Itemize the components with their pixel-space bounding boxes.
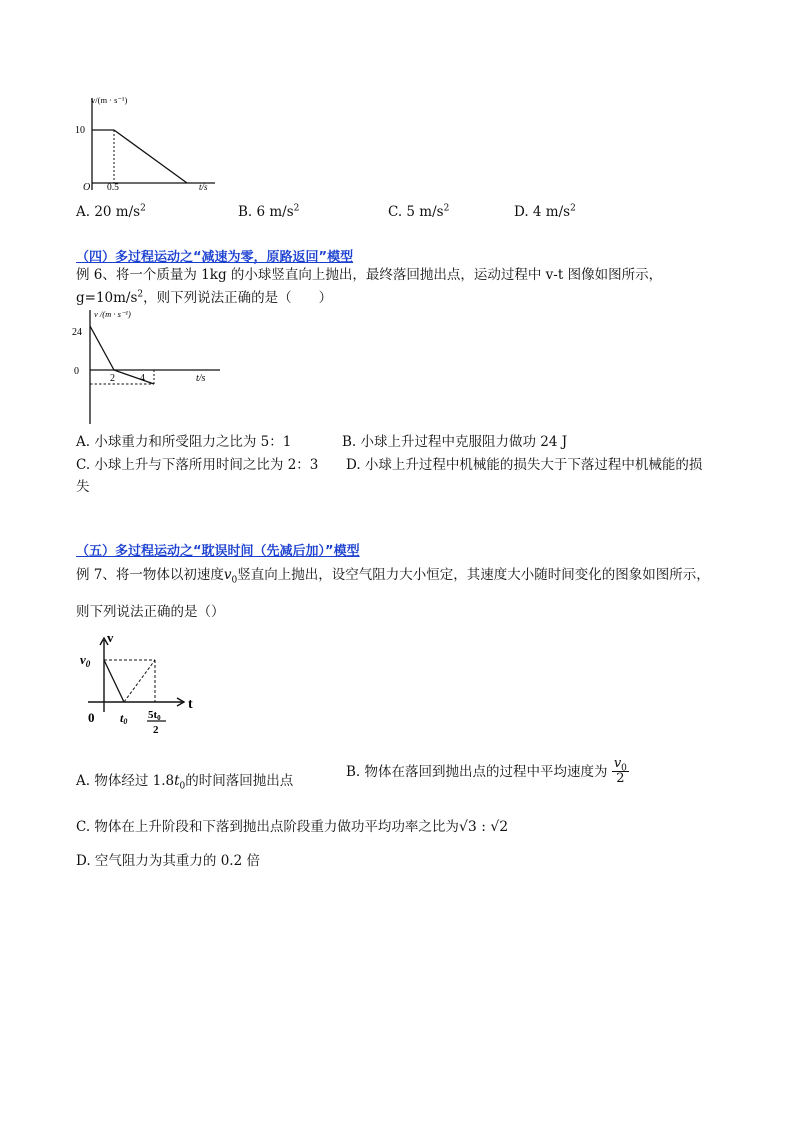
graph-3-frac-num: 5t0 [148, 709, 161, 722]
graph-2-x-tick-4: 4 [140, 373, 145, 384]
graph-1-y-label: v/(m · s⁻¹) [91, 95, 128, 105]
q5-option-b: B. 6 $m/s^2$ [238, 203, 300, 220]
q5-option-a: A. 20 $m/s^2$ [76, 203, 146, 220]
q5-option-d: D. 4 $m/s^2$ [514, 203, 576, 220]
graph-2-y-tick: 24 [72, 327, 82, 338]
graph-3-y-label: v [107, 630, 114, 645]
graph-3-t0: t0 [120, 711, 128, 726]
q7-option-a: A. 物体经过 $1.8t_0$的时间落回抛出点 [76, 773, 294, 792]
graph-1-x-tick: 0.5 [107, 183, 119, 193]
graph-3-x-label: t [188, 697, 193, 712]
graph-1-y-tick: 10 [75, 125, 85, 136]
example-6-line-1: 例 6、将一个质量为 1kg 的小球竖直向上抛出，最终落回抛出点，运动过程中 v-t 图像如图所示， [76, 267, 663, 283]
q6-option-d: D. 小球上升过程中机械能的损失大于下落过程中机械能的损 [346, 457, 703, 473]
graph-2-origin: 0 [74, 366, 79, 377]
example-7-line-1: 例 7、将一物体以初速度$v_0$竖直向上抛出，设空气阻力大小恒定，其速度大小随时间变化的图象如图所示， [76, 567, 710, 586]
q6-option-a: A. 小球重力和所受阻力之比为 5：1 [76, 434, 292, 450]
q6-option-c: C. 小球上升与下落所用时间之比为 2：3 [76, 457, 319, 473]
graph-3-frac-den: 2 [153, 724, 159, 736]
section-5-heading[interactable]: （五）多过程运动之“耽误时间（先减后加）”模型 [76, 544, 360, 559]
q7-option-b: B. 物体在落回到抛出点的过程中平均速度为 $\frac{v_0}{2}$ [346, 756, 627, 786]
graph-2 [70, 306, 230, 426]
graph-3 [80, 630, 200, 745]
q7-option-d: D. 空气阻力为其重力的 0.2 倍 [76, 853, 260, 869]
q7-option-c: C. 物体在上升阶段和下落到抛出点阶段重力做功平均功率之比为√3 : √2 [76, 819, 509, 835]
graph-2-x-tick-2: 2 [110, 373, 115, 384]
graph-2-y-label: v /(m · s⁻¹) [94, 309, 131, 319]
q6-option-b: B. 小球上升过程中克服阻力做功 24 J [342, 434, 568, 450]
q5-option-c: C. 5 $m/s^2$ [388, 203, 450, 220]
q6-option-d-cont: 失 [76, 479, 90, 495]
graph-1 [75, 92, 225, 197]
graph-2-x-label: t/s [196, 373, 206, 384]
example-7-line-2: 则下列说法正确的是（） [76, 604, 225, 620]
graph-3-v0: $v_0$ [80, 652, 91, 669]
graph-1-origin: O [83, 182, 91, 193]
section-4-heading[interactable]: （四）多过程运动之“减速为零，原路返回”模型 [76, 250, 354, 265]
graph-3-origin: 0 [88, 710, 95, 725]
graph-1-x-label: t/s [199, 182, 208, 192]
example-6-line-2: $g=10m/s^2$，则下列说法正确的是（ ） [76, 289, 333, 306]
